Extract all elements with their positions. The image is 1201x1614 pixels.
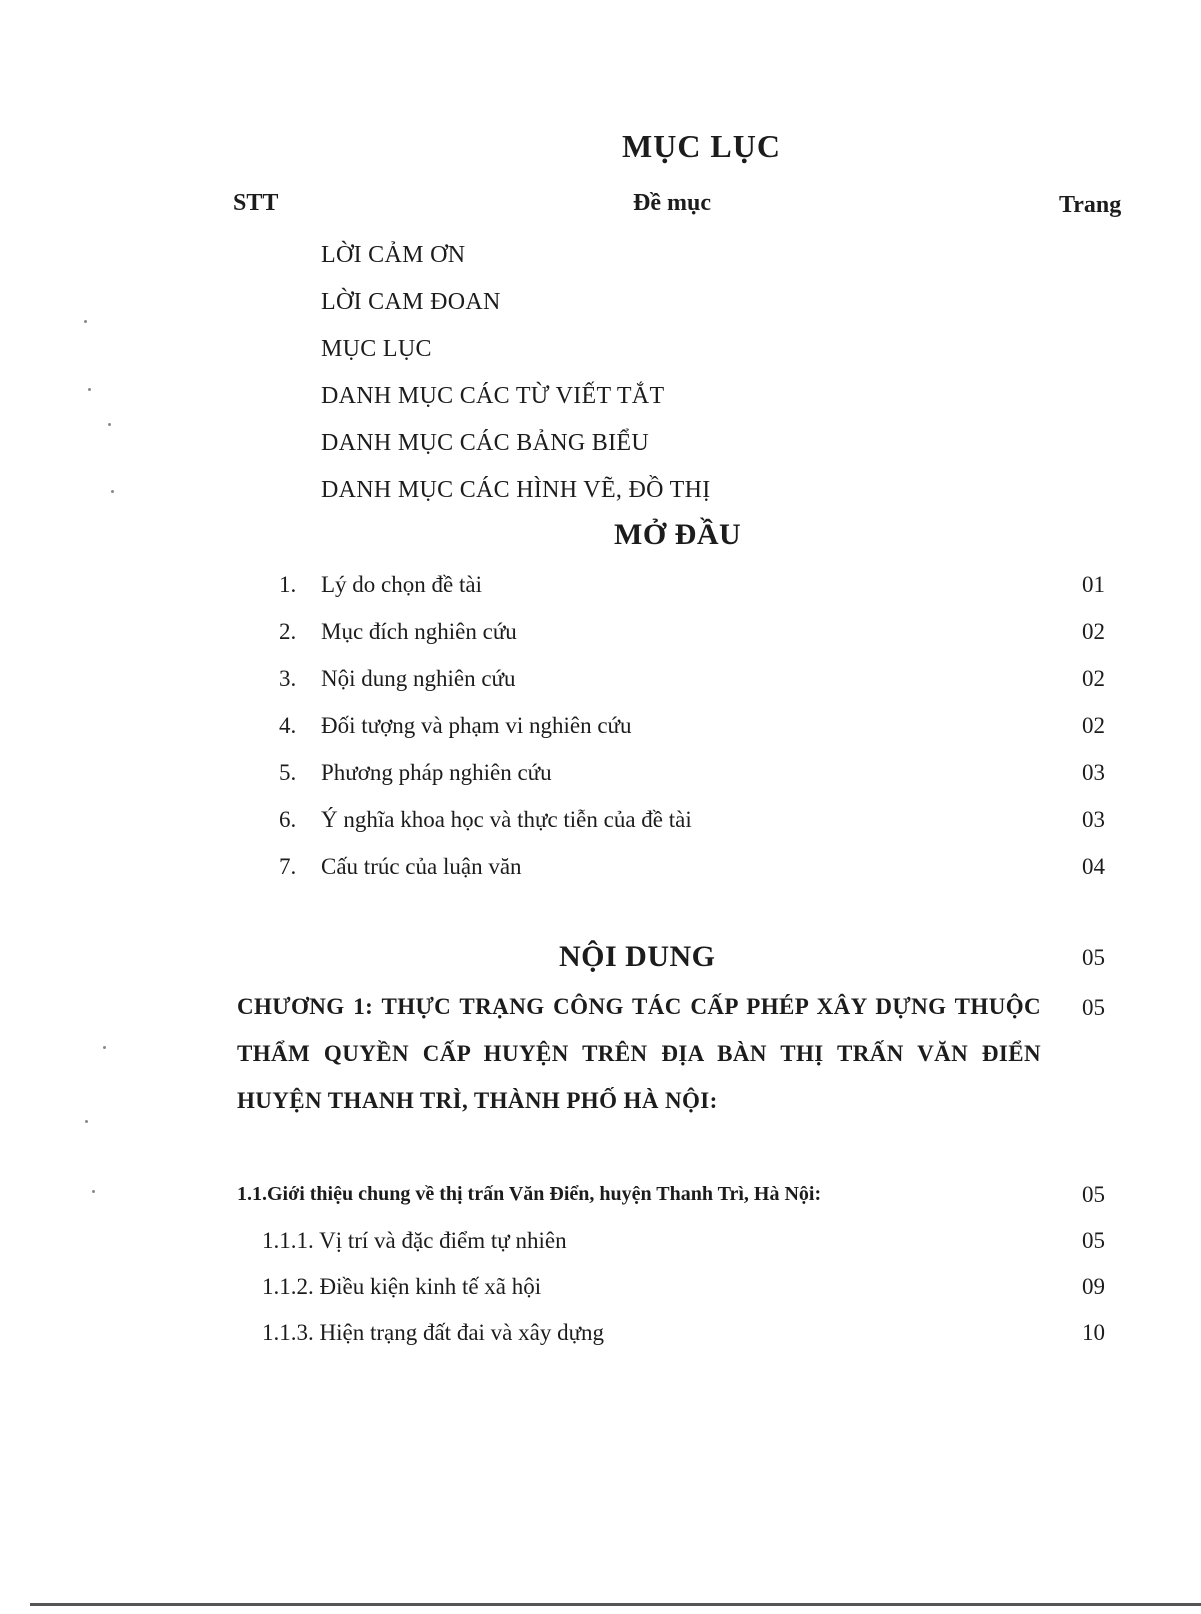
subsection-label: 1.1.2. Điều kiện kinh tế xã hội: [262, 1274, 542, 1299]
scan-speck: [108, 423, 111, 426]
intro-item-number: 6.: [279, 807, 297, 832]
front-matter-item: MỤC LỤC: [321, 336, 432, 362]
subsection-page: 09: [1082, 1274, 1105, 1299]
scan-speck: [85, 1120, 88, 1123]
intro-item-page: 04: [1082, 854, 1105, 879]
intro-item-label: Cấu trúc của luận văn: [321, 854, 522, 879]
toc-title: MỤC LỤC: [622, 128, 781, 164]
intro-item-page: 01: [1082, 572, 1105, 597]
intro-item-page: 02: [1082, 666, 1105, 691]
front-matter-item: DANH MỤC CÁC BẢNG BIỂU: [321, 430, 649, 456]
intro-item-label: Phương pháp nghiên cứu: [321, 760, 552, 785]
scan-speck: [103, 1046, 106, 1049]
header-stt: STT: [233, 190, 279, 216]
intro-item-number: 2.: [279, 619, 297, 644]
intro-item-page: 03: [1082, 807, 1105, 832]
scan-speck: [111, 490, 114, 493]
subsection-label: 1.1.3. Hiện trạng đất đai và xây dựng: [262, 1320, 605, 1345]
intro-item-page: 02: [1082, 713, 1105, 738]
content-title: NỘI DUNG: [559, 940, 716, 973]
subsection-page: 05: [1082, 1228, 1105, 1253]
intro-item-label: Ý nghĩa khoa học và thực tiễn của đề tài: [321, 807, 692, 832]
intro-item-number: 5.: [279, 760, 297, 785]
section-1-1-page: 05: [1082, 1182, 1105, 1207]
chapter-1-title: CHƯƠNG 1: THỰC TRẠNG CÔNG TÁC CẤP PHÉP XÂY DỰNG THUỘC THẨM QUYỀN CẤP HUYỆN TRÊN ĐỊA BÀN THỊ TRẤN VĂN ĐIỂN HUYỆN THANH TRÌ, THÀNH PHỐ HÀ NỘI:: [237, 994, 1041, 1113]
intro-item-number: 3.: [279, 666, 297, 691]
intro-item-page: 03: [1082, 760, 1105, 785]
intro-item-label: Lý do chọn đề tài: [321, 572, 482, 597]
intro-item-label: Đối tượng và phạm vi nghiên cứu: [321, 713, 632, 738]
scan-speck: [88, 388, 91, 391]
intro-item-label: Nội dung nghiên cứu: [321, 666, 516, 691]
content-page: 05: [1082, 945, 1105, 970]
intro-item-number: 7.: [279, 854, 297, 879]
section-1-1-title: 1.1.Giới thiệu chung về thị trấn Văn Điển, huyện Thanh Trì, Hà Nội:: [237, 1183, 822, 1205]
front-matter-item: DANH MỤC CÁC HÌNH VẼ, ĐỒ THỊ: [321, 477, 711, 503]
front-matter-item: LỜI CAM ĐOAN: [321, 289, 501, 315]
bottom-edge-line: [30, 1603, 1201, 1606]
intro-item-number: 4.: [279, 713, 297, 738]
header-heading: Đề mục: [633, 190, 711, 216]
intro-title: MỞ ĐẦU: [614, 518, 742, 551]
chapter-1-page: 05: [1082, 995, 1105, 1020]
subsection-label: 1.1.1. Vị trí và đặc điểm tự nhiên: [262, 1228, 567, 1253]
subsection-page: 10: [1082, 1320, 1105, 1345]
scan-speck: [84, 320, 87, 323]
header-page: Trang: [1059, 192, 1122, 218]
front-matter-item: DANH MỤC CÁC TỪ VIẾT TẮT: [321, 383, 665, 409]
intro-item-label: Mục đích nghiên cứu: [321, 619, 517, 644]
scan-speck: [92, 1190, 95, 1193]
intro-item-page: 02: [1082, 619, 1105, 644]
intro-item-number: 1.: [279, 572, 297, 597]
front-matter-item: LỜI CẢM ƠN: [321, 242, 466, 268]
